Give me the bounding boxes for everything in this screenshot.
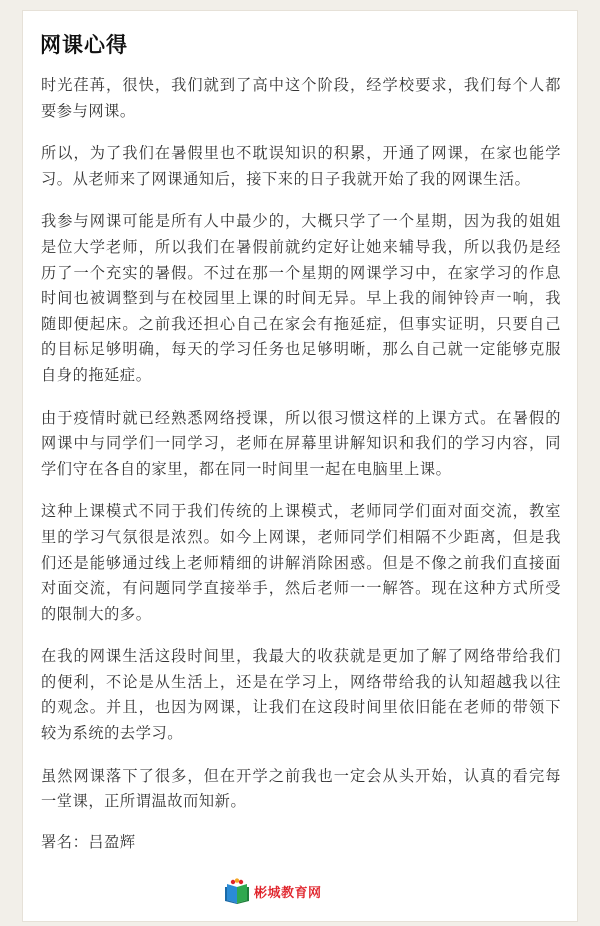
watermark-text: 彬城教育网 [254, 885, 322, 901]
site-watermark [224, 876, 322, 906]
article-card [22, 10, 578, 922]
author-signature: 署名：吕盈辉 [41, 832, 136, 851]
paragraph: 在我的网课生活这段时间里，我最大的收获就是更加了解了网络带给我们的便利，不论是从生活上，还是在学习上，网络带给我的认知超越我以往的观念。并且，也因为网课，让我们在这段时间里依旧能在老师的带领下较为系统的去学习。 [41, 647, 561, 743]
paragraph: 我参与网课可能是所有人中最少的，大概只学了一个星期，因为我的姐姐是位大学老师，所以我们在暑假前就约定好让她来辅导我，所以我仍是经历了一个充实的暑假。不过在那一个星期的网课学习中，在家学习的作息时间也被调整到与在校园里上课的时间无异。早上我的闹钟铃声一响，我随即便起床。之前我还担心自己在家会有拖延症，但事实证明，只要自己的目标足够明确，每天的学习任务也足够明晰，那么自己就一定能够克服自身的拖延症。 [41, 212, 561, 384]
paragraph: 所以，为了我们在暑假里也不耽误知识的积累，开通了网课，在家也能学习。从老师来了网课通知后，接下来的日子我就开始了我的网课生活。 [41, 144, 561, 188]
paragraph: 虽然网课落下了很多，但在开学之前我也一定会从头开始，认真的看完每一堂课，正所谓温故而知新。 [41, 766, 561, 811]
article-body [41, 73, 561, 855]
paragraph: 这种上课模式不同于我们传统的上课模式，老师同学们面对面交流，教室里的学习气氛很是浓烈。如今上网课，老师同学们相隔不少距离，但是我们还是能够通过线上老师精细的讲解消除困惑。但是不像之前我们直接面对面交流，有问题同学直接举手，然后老师一一解答。现在这种方式所受的限制大的多。 [41, 502, 561, 623]
book-logo-icon [224, 878, 250, 904]
paragraph: 时光荏苒，很快，我们就到了高中这个阶段，经学校要求，我们每个人都要参与网课。 [41, 76, 561, 120]
paragraph: 由于疫情时就已经熟悉网络授课，所以很习惯这样的上课方式。在暑假的网课中与同学们一同学习，老师在屏幕里讲解知识和我们的学习内容，同学们守在各自的家里，都在同一时间里一起在电脑里上课。 [41, 408, 561, 478]
article-title: 网课心得 [40, 33, 128, 57]
